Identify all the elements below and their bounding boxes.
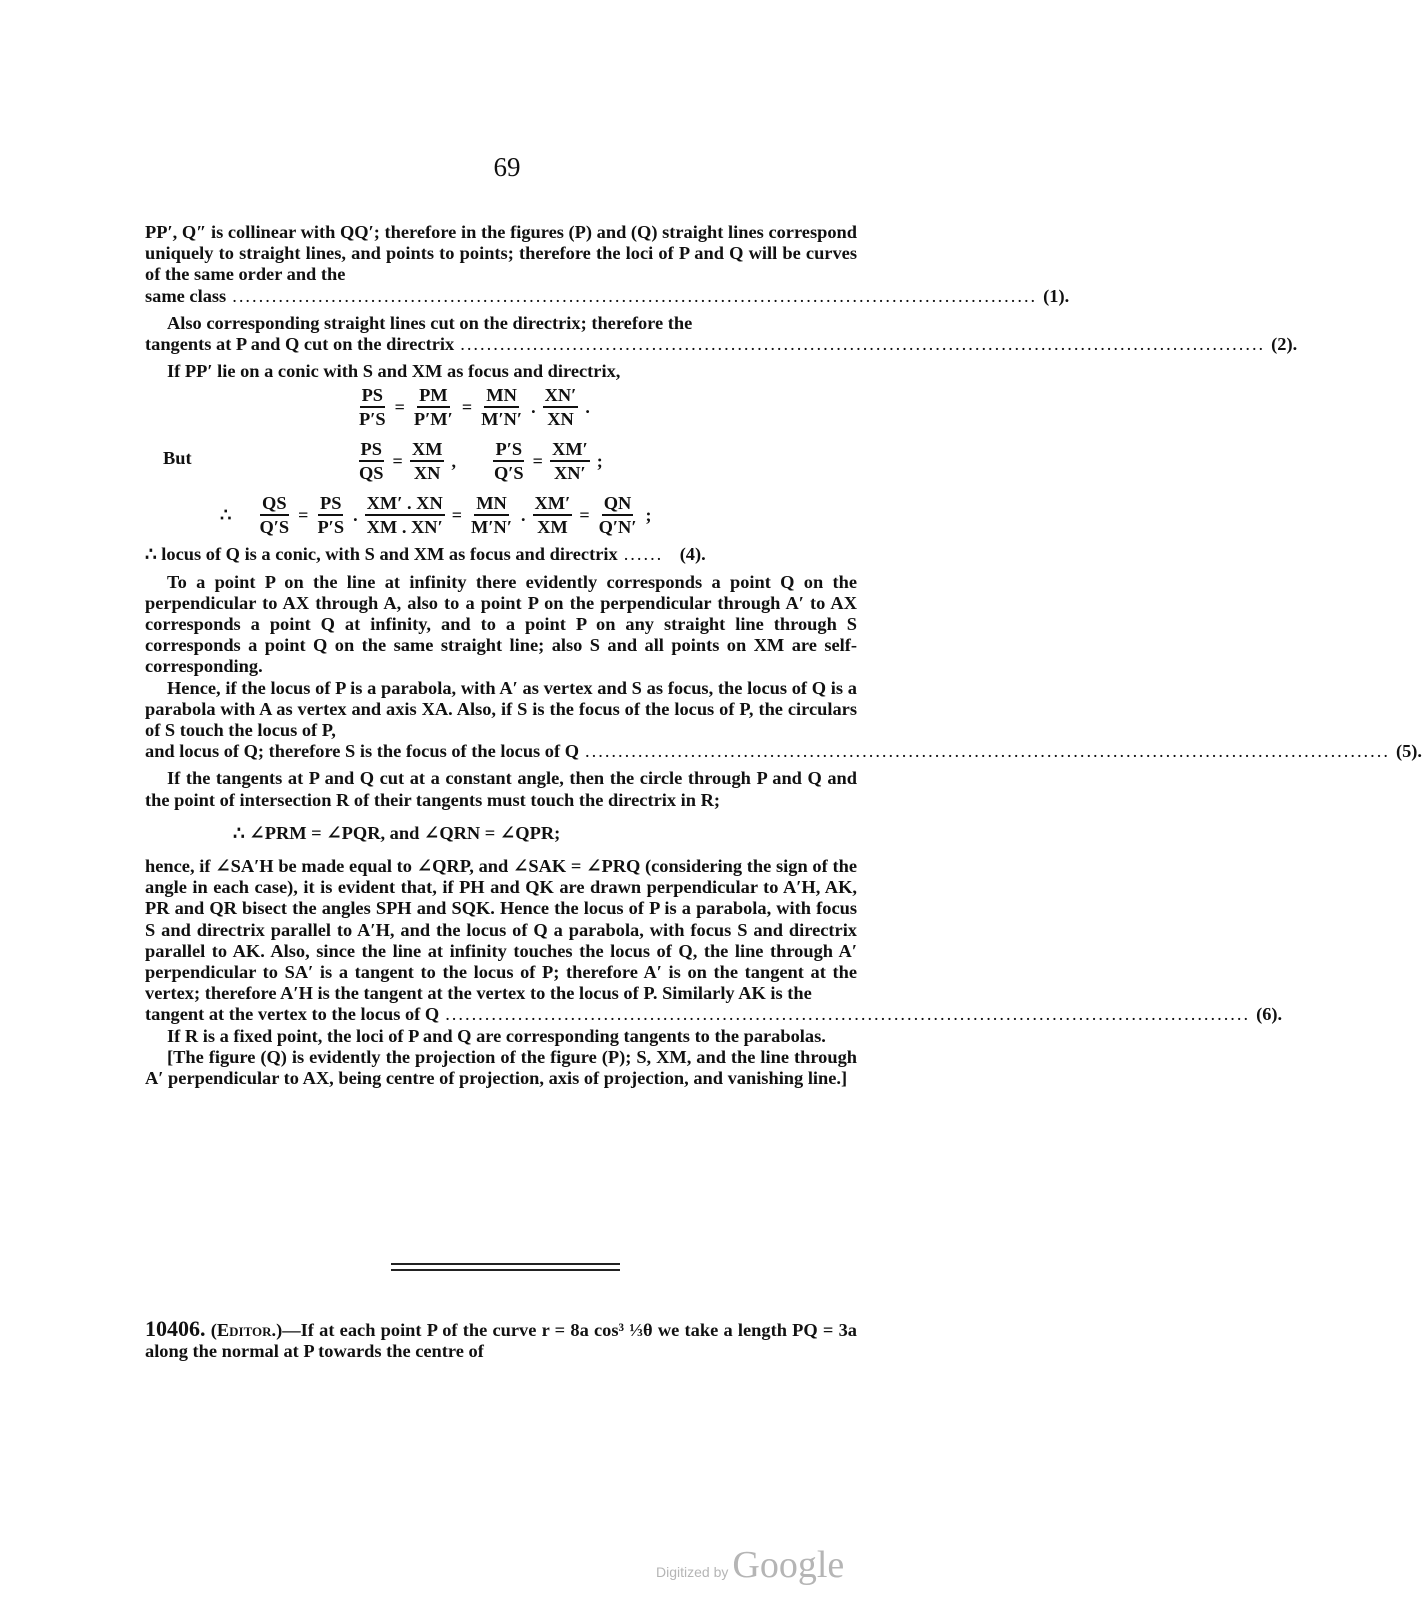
dot-leader: .......................................................................................................................... bbox=[445, 1004, 1251, 1025]
fraction: $\frac{MN}{M'N'}$ bbox=[481, 385, 523, 430]
dot-leader: ...... bbox=[623, 544, 664, 565]
leader-text: ∴ locus of Q is a conic, with S and XM as focus and directrix bbox=[145, 544, 618, 565]
paragraph-5: To a point P on the line at infinity there evidently corresponds a point Q on the perpendicular to AX through A, also to a point P on the perpendicular through A′ to AX corresponds a point Q at infinity, and to a point P on any straight line through S corresponds a point Q on the same straight line; also S and all points on XM are self-corresponding. bbox=[145, 571, 857, 677]
equation-3 bbox=[145, 490, 857, 544]
paragraph-3: If PP′ lie on a conic with S and XM as focus and directrix, bbox=[167, 361, 621, 382]
paragraph-8-end bbox=[145, 1004, 1283, 1025]
paragraph-7: If the tangents at P and Q cut at a constant angle, then the circle through P and Q and the point of intersection R of their tangents must touch the directrix in R; bbox=[145, 768, 857, 810]
fraction: $\frac{P'S}{Q'S}$ bbox=[493, 439, 524, 484]
equals-sign: = bbox=[532, 450, 543, 471]
section-divider bbox=[391, 1263, 620, 1272]
fraction: $\frac{PS}{P'S}$ bbox=[359, 385, 386, 430]
fraction: $\frac{XM'}{XM}$ bbox=[534, 493, 571, 538]
fraction: $\frac{XM' . XN}{XM . XN'}$ bbox=[366, 493, 443, 538]
angle-equation: ∴ ∠PRM = ∠PQR, and ∠QRN = ∠QPR; bbox=[233, 822, 561, 843]
body-text bbox=[145, 222, 1422, 1089]
equals-sign: = bbox=[451, 504, 463, 525]
punctuation: , bbox=[451, 450, 456, 471]
multiply-dot: . bbox=[531, 396, 536, 417]
paragraph-1: PP′, Q″ is collinear with QQ′; therefore in the figures (P) and (Q) straight lines correspond uniquely to straight lines, and points to points; therefore the loci of P and Q will be curves of the same order and the bbox=[145, 222, 857, 285]
equation-2 bbox=[145, 436, 857, 490]
paragraph-4 bbox=[145, 544, 857, 565]
punctuation: ; bbox=[596, 450, 603, 471]
paragraph-10: [The figure (Q) is evidently the projection of the figure (P); S, XM, and the line through A′ perpendicular to AX, being centre of projection, axis of projection, and vanishing line.] bbox=[145, 1046, 857, 1089]
fraction: $\frac{XM}{XN}$ bbox=[411, 439, 443, 484]
leader-text: tangent at the vertex to the locus of Q bbox=[145, 1004, 440, 1025]
fraction: $\frac{PM}{P'M'}$ bbox=[413, 385, 453, 430]
dot-leader: .......................................................................................................................... bbox=[585, 741, 1390, 762]
page-number: 69 bbox=[493, 152, 521, 182]
fraction: $\frac{PS}{QS}$ bbox=[359, 439, 384, 484]
multiply-dot: . bbox=[521, 504, 526, 525]
problem-author: (Editor.) bbox=[210, 1320, 283, 1340]
therefore-symbol: ∴ bbox=[220, 504, 232, 525]
google-logo: Google bbox=[732, 1544, 845, 1586]
fraction: $\frac{MN}{M'N'}$ bbox=[471, 493, 512, 538]
punctuation: . bbox=[585, 396, 590, 417]
paragraph-8: hence, if ∠SA′H be made equal to ∠QRP, and ∠SAK = ∠PRQ (considering the sign of the angle in each case), it is evident that, if PH and QK are drawn perpendicular to A′H, AK, PR and QR bisect the angles SPH and SQK. Hence the locus of P is a parabola, with focus S and directrix parallel to A′H, and the locus of Q a parabola, with focus S and directrix parallel to AK. Also, since the line at infinity touches the locus of Q, the line through A′ perpendicular to SA′ is a tangent to the locus of P; therefore A′ is on the tangent at the vertex; therefore A′H is the tangent at the vertex to the locus of P. Similarly AK is the bbox=[145, 856, 857, 1004]
equation-reference: (1). bbox=[1043, 285, 1070, 306]
problem-text: —If at each point P of the curve r = 8a cos³ ⅓θ we take a length PQ = 3a along the normal at P towards the centre of bbox=[145, 1320, 857, 1362]
punctuation: ; bbox=[645, 504, 652, 525]
equation-reference: (6). bbox=[1256, 1004, 1283, 1025]
paragraph-9: If R is a fixed point, the loci of P and Q are corresponding tangents to the parabolas. bbox=[167, 1025, 826, 1046]
leader-text: and locus of Q; therefore S is the focus of the locus of Q bbox=[145, 741, 580, 762]
leader-text: same class bbox=[145, 285, 227, 306]
fraction: $\frac{PS}{P'S}$ bbox=[317, 493, 345, 538]
fraction: $\frac{XN'}{XN}$ bbox=[544, 385, 577, 430]
dot-leader: .......................................................................................................................... bbox=[232, 285, 1038, 306]
equals-sign: = bbox=[579, 504, 590, 525]
paragraph-6: Hence, if the locus of P is a parabola, with A′ as vertex and S as focus, the locus of Q is a parabola with A as vertex and axis XA. Also, if S is the focus of the locus of P, the circulars of S touch the locus of P, bbox=[145, 677, 857, 741]
equals-sign: = bbox=[461, 396, 473, 417]
leader-text: tangents at P and Q cut on the directrix bbox=[145, 334, 455, 355]
paragraph-2-end bbox=[145, 334, 1298, 355]
equals-sign: = bbox=[298, 504, 309, 525]
fraction: $\frac{XM'}{XN'}$ bbox=[551, 439, 588, 484]
fraction: $\frac{QS}{Q'S}$ bbox=[259, 493, 290, 538]
equals-sign: = bbox=[394, 396, 405, 417]
equation-reference: (5). bbox=[1395, 741, 1422, 762]
problem-10406 bbox=[145, 1318, 857, 1362]
equation-reference: (4). bbox=[679, 544, 706, 565]
equation-1 bbox=[145, 382, 857, 436]
equals-sign: = bbox=[392, 450, 403, 471]
paragraph-6-end bbox=[145, 741, 1422, 762]
paragraph-1-end bbox=[145, 285, 1070, 307]
problem-number: 10406. bbox=[145, 1316, 206, 1341]
multiply-dot: . bbox=[353, 504, 358, 525]
watermark-prefix: Digitized by bbox=[656, 1564, 729, 1580]
but-label: But bbox=[163, 448, 192, 469]
dot-leader: .......................................................................................................................... bbox=[460, 334, 1266, 355]
fraction: $\frac{QN}{Q'N'}$ bbox=[598, 493, 637, 538]
google-watermark bbox=[656, 1543, 844, 1587]
equation-reference: (2). bbox=[1271, 334, 1298, 355]
paragraph-2: Also corresponding straight lines cut on the directrix; therefore the bbox=[167, 312, 693, 333]
